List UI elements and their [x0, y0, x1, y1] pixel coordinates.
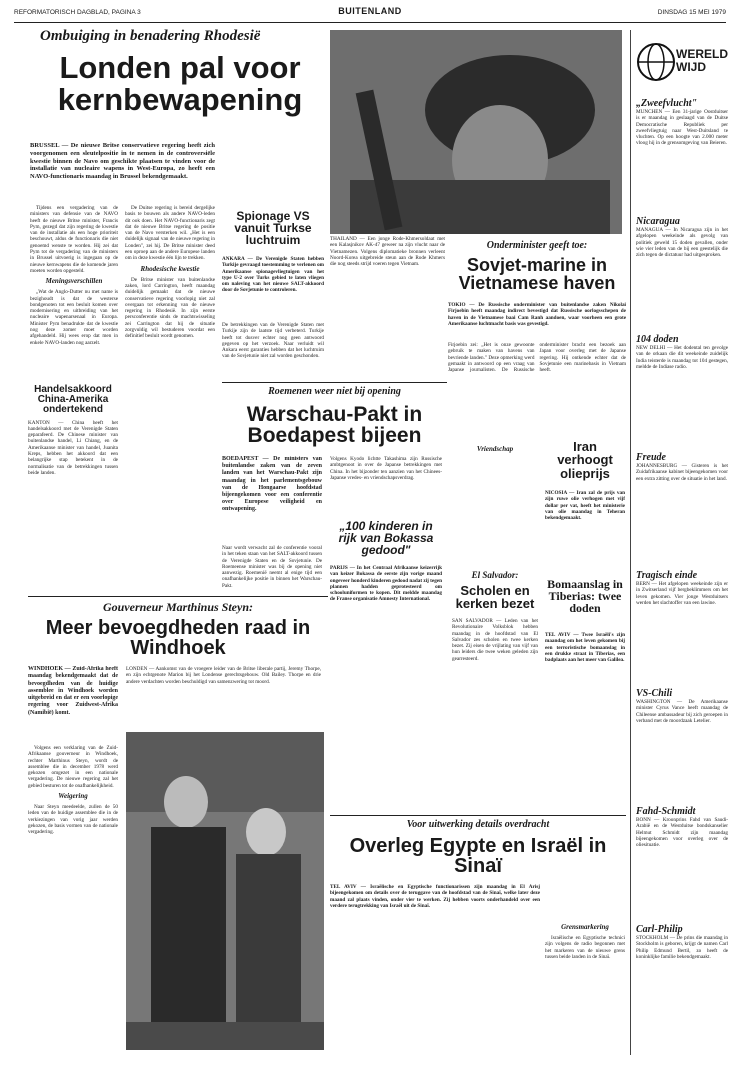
wereld-item	[636, 806, 728, 924]
wereld-item-body: JOHANNESBURG — Gisteren is het Zuidafrikaanse kabinet bijeengekomen voor een extra zitting over de situatie in het land.	[636, 463, 728, 482]
egypte-subhead: Grensmarkering	[561, 923, 609, 931]
windhoek-kicker: Gouverneur Marthinus Steyn:	[102, 600, 254, 614]
salvador-headline: Scholen en kerken bezet	[455, 583, 535, 612]
warschau-kicker: Roemenen weer niet bij opening	[268, 386, 401, 397]
windhoek-subhead: Weigering	[58, 792, 88, 801]
lead-column-2	[125, 205, 215, 450]
spionage-headline: Spionage VS vanuit Turkse luchtruim	[234, 209, 312, 248]
thorpe-photo	[126, 732, 324, 1050]
wereld-item	[636, 98, 728, 216]
lead-paragraph: De Duitse regering is bereid dergelijke basis te bouwen als andere NAVO-leden dit ook doen. Het NAVO-functionaris zegt dat de nieuwe Britse regering de positie van de Navo versterken wil. „Het is een duidelijk signaal van de nieuwe regering in Londen", zei hij. De Britse minister deed een oproep aan de andere Europese landen om in deze kwestie één lijn te trekken.	[125, 205, 215, 262]
wereld-item-title: Freude	[636, 452, 666, 463]
vriendschap-lead: Volgens Kyodo lichtte Takashima zijn Russische ambtgenoot in over de Japanse betrekkingen met China. In het bijzonder ten aanzien van het Chinees-Japanse vredes- en vriendschapsverdrag.	[330, 456, 442, 481]
wereld-wijd-list	[636, 98, 728, 1058]
wereld-item-body: BERN — Het afgelopen weekeinde zijn er in Zwitserland vijf bergbeklimmers om het leven gekomen. Vier jonge Westduitsers werden het slachtoffer van een lawine.	[636, 581, 728, 606]
wereld-wijd-title: WERELD WIJD	[676, 47, 728, 74]
wereld-item-body: NEW DELHI — Het dodental ten gevolge van de orkaan die dit weekeinde zuidelijk India teisterde is maandag tot 104 gestegen, meldde de Indiase radio.	[636, 345, 728, 370]
vriendschap-subhead: Vriendschap	[476, 445, 514, 453]
egypte-lead: TEL AVIV — Israëlische en Egyptische functionarissen zijn maandag in El Arisj bijeengekomen om details over de teruggave van de hoofdstad van de Sinaï, welke later deze maand zal plaats vinden, onder vier te werken. Zij hebben voorts onderhandeld over een verdere terugtrekking van Israël uit de Sinaï.	[330, 884, 540, 909]
china-headline: Handelsakkoord China-Amerika ondertekend	[34, 384, 112, 416]
sovjet-body: Firjoebin zei: „Het is onze gewoonte gebruik te maken van havens van bevriende landen." Deze opmerking werd gemaakt in antwoord op een vraag van Japanse journalisten. De Russische onderminister bracht een bezoek aan Japan voor overleg met de Japanse regering. Hij ontkende echter dat de Sovjetunie een marinebasis in Vietnam heeft.	[448, 342, 626, 374]
wereld-item-body: MANAGUA — In Nicaragua zijn in het afgelopen weekeinde als gevolg van politiek geweld 15 doden gevallen, onder wie vier leden van de bij een geestelijk die zich tegen de dictatuur had uitgesproken.	[636, 227, 728, 259]
wereld-divider	[630, 30, 631, 1055]
globe-icon	[636, 42, 676, 82]
wereld-item-title: 104 doden	[636, 334, 679, 345]
lead-subhead: Rhodesische kwestie	[140, 264, 200, 273]
warschau-body: Naar wordt verwacht zal de conferentie vooral in het teken staan van het SALT-akkoord tussen de Verenigde Staten en de Sovjetunie. De Roemeense minister was bij de opening niet aanwezig. Roemenië neemt al enige tijd een onafhankelijke positie in binnen het Warschau-Pakt.	[222, 545, 322, 589]
egypte-rule	[330, 815, 626, 816]
iran-headline: Iran verhoogt olieprijs	[557, 439, 613, 481]
salvador-body: SAN SALVADOR — Leden van het Revolutionaire Volksblok hebben maandag in de hoofdstad van El Salvador zes scholen en twee kerken bezet. Zij eisen de vrijlating van vijf van hun leiders die twee weken geleden zijn gearresteerd.	[452, 618, 538, 662]
wereld-wijd-logo	[636, 34, 728, 94]
vriendschap-column	[452, 442, 538, 457]
lead-kicker: Ombuiging in benadering Rhodesië	[40, 28, 261, 44]
lead-column-1	[30, 205, 118, 380]
lead-headline: Londen pal voor kernbewapening	[57, 50, 303, 117]
lead-intro: BRUSSEL — De nieuwe Britse conservatieve regering heeft zich voorgenomen een sleutelpositie in te nemen in de controversiële kwestie binnen de Navo om geschikte plaatsen te vinden voor de installatie van nucleaire wapens in West-Europa, zo heeft een NAVO-functionaris maandag in Brussel bekendgemaakt.	[30, 142, 215, 181]
egypte-headline: Overleg Egypte en Israël in Sinaï	[349, 835, 607, 878]
sovjet-kicker: Onderminister geeft toe:	[486, 240, 588, 251]
egypte-sub-column	[545, 920, 625, 962]
bokassa-headline: „100 kinderen in rijk van Bokassa gedood"	[338, 519, 434, 558]
wereld-item-body: WASHINGTON — De Amerikaanse minister Cyrus Vance heeft maandag de Chileense ambassadeur bij zich geroepen in verband met de moordzaak Letelier.	[636, 699, 728, 724]
windhoek-paragraph: Naar Steyn meedeelde, zullen de 50 leden van de huidige assemblee die in de verkiezingen van vorig jaar werden gekozen, de basis vormen van de nationale vergadering.	[28, 804, 118, 836]
warschau-lead: BOEDAPEST — De ministers van buitenlandse zaken van de zeven landen van het Warschau-Pakt zijn maandag in het parlementsgebouw van de Hongaarse hoofdstad bijeengekomen voor een conferentie over Europese veiligheid en ontwapening.	[222, 456, 322, 513]
header-rule	[14, 22, 726, 23]
salvador-kicker: El Salvador:	[471, 570, 519, 580]
wereld-item	[636, 570, 728, 688]
spionage-body: De betrekkingen van de Verenigde Staten met Turkije zijn de laatste tijd verbeterd. Turkije heeft tot dusver echter nog geen antwoord gegeven op het verzoek. Naar verluidt wil Ankara eerst garanties hebben dat het luchtruim van de Sovjetunie niet zal worden geschonden.	[222, 322, 324, 360]
thorpe-photo-caption: LONDEN — Aankomst van de vroegere leider van de Britse liberale partij, Jeremy Thorpe, en zijn echtgenote Marion bij het Londense gerechtsgebouw. Old Bailey. Thorpe en drie andere verdachten worden beschuldigd van samenzwering tot moord.	[126, 666, 321, 685]
wereld-item-title: „Zweefvlucht"	[636, 98, 698, 109]
wereld-item-title: Tragisch einde	[636, 570, 698, 581]
section-title: BUITENLAND	[338, 6, 402, 16]
paper-name: REFORMATORISCH DAGBLAD, PAGINA 3	[14, 9, 141, 16]
china-body: KANTON — China heeft het handelsakkoord met de Verenigde Staten geparafeerd. De Chinese minister van buitenlandse handel, Li Chiang, en de Amerikaanse minister van handel, Juanita Kreps, hebben het akkoord dat een belangrijke stap betekent in de normalisatie van de betrekkingen tussen beide landen.	[28, 419, 118, 476]
issue-date: DINSDAG 15 MEI 1979	[657, 9, 726, 16]
wereld-item-title: VS-Chili	[636, 688, 673, 699]
warschau-headline: Warschau-Pakt in Boedapest bijeen	[246, 403, 423, 448]
sovjet-headline: Sovjet-marine in Vietnamese haven	[458, 255, 616, 294]
wereld-item-body: BONN — Kroonprins Fahd van Saudi-Arabië en de Westduitse bondskanselier Helmut Schmidt zijn maandag bijeengekomen voor overleg over de oliesituatie.	[636, 817, 728, 849]
china-article	[28, 383, 118, 583]
page-header	[14, 6, 726, 20]
wereld-item	[636, 924, 728, 1042]
wereld-item	[636, 688, 728, 806]
windhoek-body	[28, 745, 118, 1045]
bomaanslag-headline: Bomaanslag in Tiberias: twee doden	[547, 577, 623, 615]
lead-subhead: Meningsverschillen	[45, 277, 103, 286]
lead-paragraph: „Wat de Anglo-Dutter nu met name is bezighoudt is dat de westerse bondgenoten tot een besluit komen over modernisering en uitbreiding van het nucleaire wapenarsenaal in Europa. Minister Pym benadrukte dat de kwestie nog deze zomer moet worden afgehandeld. Hij wees erop dat men in enkele NAVO-landen nog aarzelt.	[30, 289, 118, 346]
lead-paragraph: De Britse minister van buitenlandse zaken, lord Carrington, heeft maandag duidelijk gemaakt dat de nieuwe conservatieve regering voorlopig niet zal overgaan tot erkenning van de nieuwe regering in Rhodesië. In zijn eerste persconferentie sinds de machtswisseling zei Carrington dat hij de situatie zorgvuldig wil bestuderen voordat een definitief besluit wordt genomen.	[125, 276, 215, 340]
windhoek-headline: Meer bevoegdheden raad in Windhoek	[45, 617, 311, 660]
windhoek-rule	[28, 596, 328, 597]
wereld-item-title: Fahd-Schmidt	[636, 806, 696, 817]
sovjet-lead: TOKIO — De Russische onderminister van buitenlandse zaken Nikolai Firjoebin heeft maandag indirect bevestigd dat Russische oorlogsschepen de haven in de Vietnamese baai Cam Ranh aandoen, waar voorheen een grote Amerikaanse luchtmacht basis was gevestigd.	[448, 302, 626, 327]
wereld-item-title: Nicaragua	[636, 216, 680, 227]
wereld-item	[636, 452, 728, 570]
wereld-item-body: STOCKHOLM — De prins die maandag in Stockholm is geboren, krijgt de namen Carl Philip Edmund Bertil, zo heeft de koninklijke familie bekendgemaakt.	[636, 935, 728, 960]
soldier-photo	[330, 30, 622, 234]
wereld-item-body: MÜNCHEN — Een 31-jarige Oostduitser is er maandag in geslaagd van de Duitse Democratische Republiek per zweefvliegtuig naar West-Duitsland te vluchten. Op een hoogte van 2.000 meter vloog hij in de grensomgeving van Beieren.	[636, 109, 728, 147]
bomaanslag-body: TEL AVIV — Twee Israëli's zijn maandag om het leven gekomen bij een terroristische bomaanslag in een drukke straat in Tiberias, een badplaats aan het meer van Galilea.	[545, 632, 625, 664]
lead-paragraph: Tijdens een vergadering van de ministers van defensie van de NAVO heeft de nieuwe Britse minister, Francis Pym, gezegd dat zijn regering de kwestie van de installatie als een hoge prioriteit beschouwt, aldus de functionaris die niet genoemd wenste te worden. Hij zei dat Pym tot de vergadering van de ministers in Brussel uitvoerig is ingegaan op de nieuwe kernwapens die de komende jaren moeten worden opgesteld.	[30, 205, 118, 274]
egypte-kicker: Voor uitwerking details overdracht	[406, 819, 550, 830]
wereld-item	[636, 334, 728, 452]
egypte-paragraph: Israëlische en Egyptische technici zijn volgens de radio begonnen met het markeren van de nieuwe grens tussen beide landen in de Sinaï.	[545, 935, 625, 960]
bokassa-body: PARIJS — In het Centraal Afrikaanse keizerrijk van keizer Bokassa de eerste zijn vorige maand ongeveer honderd kinderen gedood nadat zij tegen plannen hadden geprotesteerd om schooluniformen te kopen. Dit meldde maandag de Franse organisatie Amnesty International.	[330, 565, 442, 603]
windhoek-lead: WINDHOEK — Zuid-Afrika heeft maandag bekendgemaakt dat de bevoegdheden van de huidige assemblee in Windhoek worden uitgebreid en dat er een voorlopige regering voor Zuidwest-Afrika (Namibië) komt.	[28, 666, 118, 716]
spionage-lead: ANKARA — De Verenigde Staten hebben Turkije gevraagd toestemming te verlenen om Amerikaanse spionagevliegtuigen van het type U-2 over Turks gebied te laten vliegen om naleving van het nieuwe SALT-akkoord door de Sovjetunie te controleren.	[222, 256, 324, 294]
windhoek-paragraph: Volgens een verklaring van de Zuid-Afrikaanse gouverneur in Windhoek, rechter Marthinus Steyn, wordt de assemblee die in december 1978 werd gekozen omgezet in een nationale vergadering. De nieuwe regering zal het gebied besturen tot de onafhankelijkheid.	[28, 745, 118, 789]
iran-body: NICOSIA — Iran zal de prijs van zijn ruwe olie verhogen met vijf dollar per vat, heeft het ministerie van olie maandag in Teheran bekendgemaakt.	[545, 490, 625, 522]
soldier-photo-caption: THAILAND — Een jonge Rode-Khmersoldaat met een Kalasjnikov AK-47 geweer na zijn vlucht naar de Vietnamezen. Volgens diplomatieke bronnen verleent Noord-Korea uitgebreide steun aan de Rode Khmers die nog steeds strijd voeren tegen Vietnam.	[330, 236, 445, 268]
wereld-item-title: Carl-Philip	[636, 924, 683, 935]
wereld-item	[636, 216, 728, 334]
warschau-rule	[222, 382, 447, 383]
